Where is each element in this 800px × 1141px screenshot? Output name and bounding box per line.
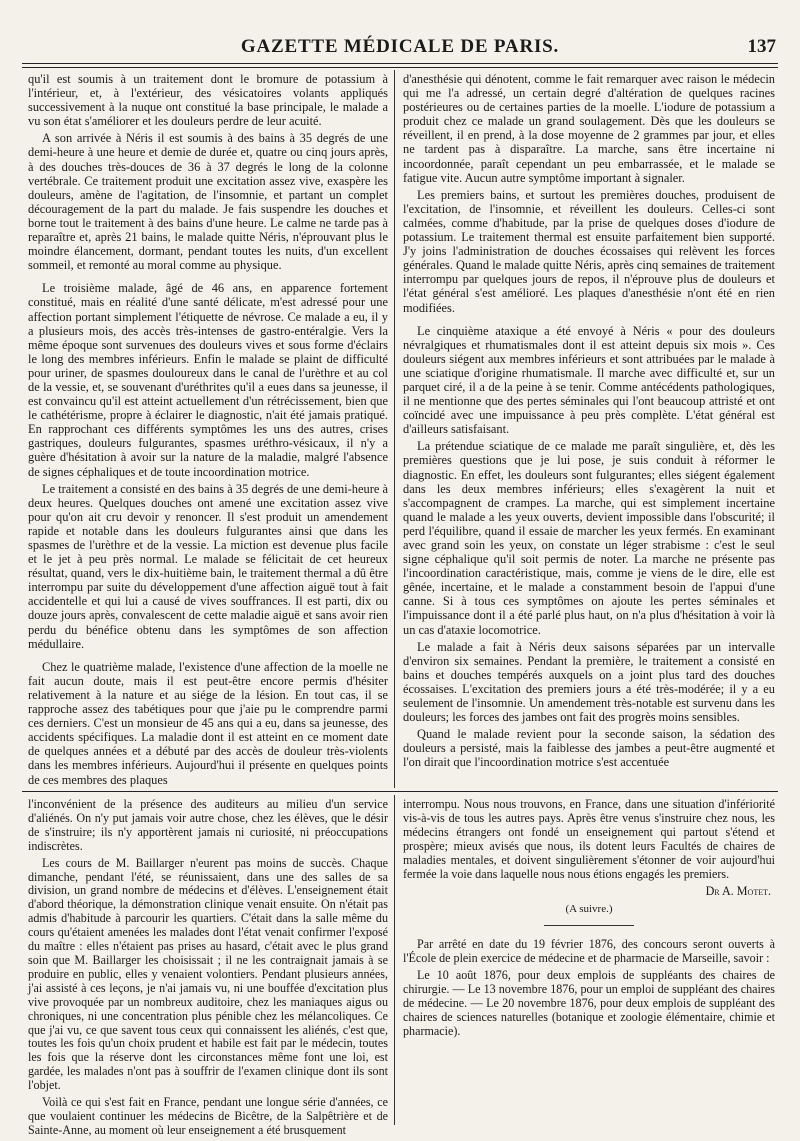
paragraph: Chez le quatrième malade, l'existence d'une affection de la moelle ne fait aucun doute, mais il est peut-être encore permis d'hésiter relativement à la nature et au siége de la lésion. En tout cas, il se rapproche assez des tabétiques pour que j'aie pu le comprendre parmi ces derniers. C'est un monsieur de 45 ans qui a eu, dans sa jeunesse, des accidents spécifiques. La maladie dont il est atteint en ce moment date de quelques années et a débuté par des accès de douleur très-violents dans les membres inférieurs. Aujourd'hui il présente en quelques points de ces membres des plaques — [28, 659, 388, 787]
paragraph: Par arrêté en date du 19 février 1876, des concours seront ouverts à l'École de plein exercice de médecine et de pharmacie de Marseille, savoir : — [403, 937, 775, 966]
paragraph: interrompu. Nous nous trouvons, en France, dans une situation d'infériorité vis-à-vis de tous les autres pays. Après être venus s'instruire chez nous, les médecins étrangers ont fondé un enseignement qui partout s'étend et prospère; mieux avisés que nous, ils dotent leurs Facultés de chaires de maladies mentales, et doivent singulièrement s'étonner de voir aujourd'hui fermée la voie dans laquelle nous nous étions engagés les premiers. — [403, 797, 775, 881]
paragraph: Le troisième malade, âgé de 46 ans, en apparence fortement constitué, mais en réalité d'une santé délicate, m'est adressé pour une affection portant simplement l'étiquette de névrose. Ce malade a eu, il y a plusieurs mois, des accès très-intenses de gastro-entéralgie. Vers la même époque sont survenues des douleurs vives et sous forme d'éclairs le long des membres inférieurs. Enfin le malade se plaint de difficulté pour uriner, de spasmes douloureux dans le canal de l'urèthre et au col de la vessie, et, se souvenant d'uréthrites qu'il a eues dans sa jeunesse, il est convaincu qu'il est atteint actuellement d'un rétrécissement, bien que le cathétérisme, propre à éclairer le diagnostic, n'ait été jamais pratiqué. En rapprochant ces différents symptômes les uns des autres, crises gastriques, douleurs fulgurantes, spasmes uréthro-vésicaux, il n'y a guère d'hésitation à avoir sur la nature de la maladie, malgré l'absence de signes céphaliques et de toute incoordination motrice. — [28, 281, 388, 479]
concours-announcement — [403, 938, 775, 1038]
paragraph: l'inconvénient de la présence des auditeurs au milieu d'un service d'aliénés. On n'y put jamais voir autre chose, chez les élèves, que le désir de s'instruire; ils n'y apportèrent jamais ni curiosité, ni préoccupations indiscrètes. — [28, 797, 388, 853]
paragraph: A son arrivée à Néris il est soumis à des bains à 35 degrés de une demi-heure à une heure et demie de durée et, quatre ou cinq jours après, à des douches très-douces de 36 à 37 degrés le long de la colonne vertébrale. Ce traitement produit une excitation assez vive, exaspère les douleurs, amène de l'agitation, de l'insomnie, et partant un complet découragement de la part du malade. Je fais suspendre les douches et borne tout le traitement à des bains d'une heure. Le calme ne tarde pas à reparaître et, après 21 bains, le malade quitte Néris, n'éprouvant plus le moindre élancement, dormant, pendant toutes les nuits, d'un excellent sommeil, et remonté au moral comme au physique. — [28, 131, 388, 273]
column-divider-top — [394, 70, 395, 788]
column-top-left — [28, 72, 388, 787]
author-signature: Dr A. Motet. — [705, 884, 771, 899]
journal-title: GAZETTE MÉDICALE DE PARIS. — [240, 36, 560, 57]
header-rule-thin — [22, 67, 778, 68]
paragraph: Le 10 août 1876, pour deux emplois de suppléants des chaires de chirurgie. — Le 13 novembre 1876, pour un emploi de suppléant des chaires de médecine. — Le 20 novembre 1876, pour deux emplois de suppléant des chaires de sciences naturelles (botanique et zoologie élémentaire, chimie et pharmacie). — [403, 968, 775, 1038]
paragraph: La prétendue sciatique de ce malade me paraît singulière, et, dès les premières questions que je lui pose, je suis conduit à réformer le diagnostic. En effet, les douleurs sont fulgurantes; elles siégent également dans les deux membres inférieurs; elles s'exagèrent la nuit et s'accompagnent de crampes. La marche, qui est simplement incertaine quand le malade a les yeux ouverts, devient impossible dans l'obscurité; il perd l'équilibre, quand il essaie de marcher les yeux fermés. En examinant avec grand soin les yeux, on constate un léger strabisme : c'est le seul signe céphalique qu'il soit permis de noter. La marche ne présente pas l'incoordination caractéristique, mais, comme je viens de le dire, elle est gênée, incertaine, et le malade a constamment besoin de l'appui d'une canne. Si à tous ces symptômes on ajoute les pertes séminales et l'impuissance dont il a été parlé plus haut, on n'a plus d'hésitation à voir là un cas d'ataxie locomotrice. — [403, 439, 775, 637]
paragraph: d'anesthésie qui dénotent, comme le fait remarquer avec raison le médecin qui me l'a adressé, un certain degré d'altération de quelques racines postérieures ou de certaines parties de la moelle. L'iodure de potassium a produit chez ce malade un grand soulagement. Dès que les douleurs se réveillent, il en prend, à la dose moyenne de 2 grammes par jour, et elles ne tardent pas à disparaître. La marche, sans être incertaine ni incoordonnée, paraît cependant un peu embarrassée, et le malade se fatigue vite. Aucun autre symptôme important à signaler. — [403, 72, 775, 185]
paragraph: Le traitement a consisté en des bains à 35 degrés de une demi-heure à deux heures. Quelques douches ont amené une excitation assez vive pour qu'on ait cru devoir y renoncer. Il s'est produit un amendement rapide et notable dans les douleurs fulgurantes ainsi que dans les spasmes de l'urèthre et de la vessie. La miction est devenue plus facile et le jet à peu près normal. Le malade se félicitait de cet heureux résultat, quand, vers le dix-huitième bain, le traitement thermal a dû être interrompu par suite du développement d'une affection aiguë tout à fait accidentelle et qui lui a causé de vives souffrances. Il est parti, dix ou douze jours après, convalescent de cette maladie aiguë et sans avoir rien perdu du bénéfice obtenu dans les symptômes de son affection médullaire. — [28, 481, 388, 651]
paragraph: qu'il est soumis à un traitement dont le bromure de potassium à l'intérieur, et, à l'extérieur, des vésicatoires volants appliqués successivement à la nuque ont constitué la base principale, le malade a vu son état s'améliorer et les douleurs perdre de leur acuité. — [28, 72, 388, 129]
paragraph: Quand le malade revient pour la seconde saison, la sédation des douleurs a persisté, mais la faiblesse des jambes a peut-être augmenté et l'on dirait que l'incoordination motrice s'est accentuée — [403, 727, 775, 770]
paragraph: Voilà ce qui s'est fait en France, pendant une longue série d'années, ce que voulaient continuer les médecins de Bicêtre, de la Salpêtrière et de Sainte-Anne, au moment où leur enseignement a été brusquement — [28, 1095, 388, 1137]
column-bottom-left — [28, 797, 388, 1137]
to-be-continued: (A suivre.) — [565, 903, 613, 916]
column-bottom-right — [403, 798, 775, 1048]
page-header — [22, 32, 778, 62]
column-divider-bottom — [394, 795, 395, 1125]
paragraph: Les premiers bains, et surtout les premières douches, produisent de l'excitation, de l'insomnie, et réveillent les douleurs. Celles-ci sont calmées, comme d'habitude, par la prise de quelques doses d'iodure de potassium. Le traitement thermal est ensuite parfaitement bien supporté. J'y joins l'administration de douches écossaises qui relèvent les forces générales. Quand le malade quitte Néris, après cinq semaines de traitement interrompu par quelques jours de repos, il n'éprouve plus de douleurs et l'état général s'est amélioré. Les plaques d'anesthésie n'ont été en rien modifiées. — [403, 187, 775, 315]
feuilleton-rule — [22, 791, 778, 792]
paragraph: Le malade a fait à Néris deux saisons séparées par un intervalle d'environ six semaines. Pendant la première, le traitement a consisté en bains et douches tempérés auxquels on a joint plus tard des douches écossaises. L'excitation des premiers jours a été très-modérée; il y a eu seulement de l'insomnie. Un amendement très-notable est survenu dans les douleurs; les forces des jambes ont fait des progrès moins sensibles. — [403, 639, 775, 725]
paragraph: Les cours de M. Baillarger n'eurent pas moins de succès. Chaque dimanche, pendant l'été, se réunissaient, dans une des salles de sa division, un grand nombre de médecins et d'élèves. L'enseignement était d'abord théorique, la démonstration clinique venait ensuite. On n'était pas admis d'habitude à parcourir les quartiers. C'était dans la salle même du cours qu'étaient amenées les malades dont l'état venait confirmer l'exposé du maître : elles n'étaient pas prises au hasard, c'était avec le plus grand soin que M. Baillarger les choisissait ; il ne les contraignait jamais à se produire en public, elles y venaient volontiers. Pendant plusieurs années, j'ai assisté à ces leçons, je n'ai jamais vu, ni une bouffée d'excitation plus vive provoquée par un nombreux auditoire, chez les maniaques aigus ou chroniques, ni une concentration plus pénible chez les mélancoliques. Ce que j'ai vu, ce que savent tous ceux qui connaissent les aliénés, c'est que, toutes les fois qu'un choix prudent et habile est fait par le médecin, toutes les fois que la réserve dont les circonstances même font une loi, est gardée, les malades n'ont pas à souffrir de l'examen clinique dont ils sont l'objet. — [28, 855, 388, 1093]
column-top-right — [403, 72, 775, 787]
page-number: 137 — [747, 36, 776, 57]
section-separator — [544, 925, 634, 926]
paragraph: Le cinquième ataxique a été envoyé à Néris « pour des douleurs névralgiques et rhumatismales dont il est atteint depuis six mois ». Ces douleurs siégent aux membres inférieurs et sont attribuées par le malade à une sciatique d'origine rhumatismale. Il marche avec difficulté et, sur un parquet ciré, il a de la peine à se tenir. Comme antécédents pathologiques, il ne mentionne que des pertes séminales qui l'ont beaucoup attristé et ont coïncidé avec une impuissance à peu près complète. L'état général est d'ailleurs satisfaisant. — [403, 323, 775, 437]
feuilleton-continuation — [403, 798, 775, 881]
header-rule — [22, 63, 778, 64]
